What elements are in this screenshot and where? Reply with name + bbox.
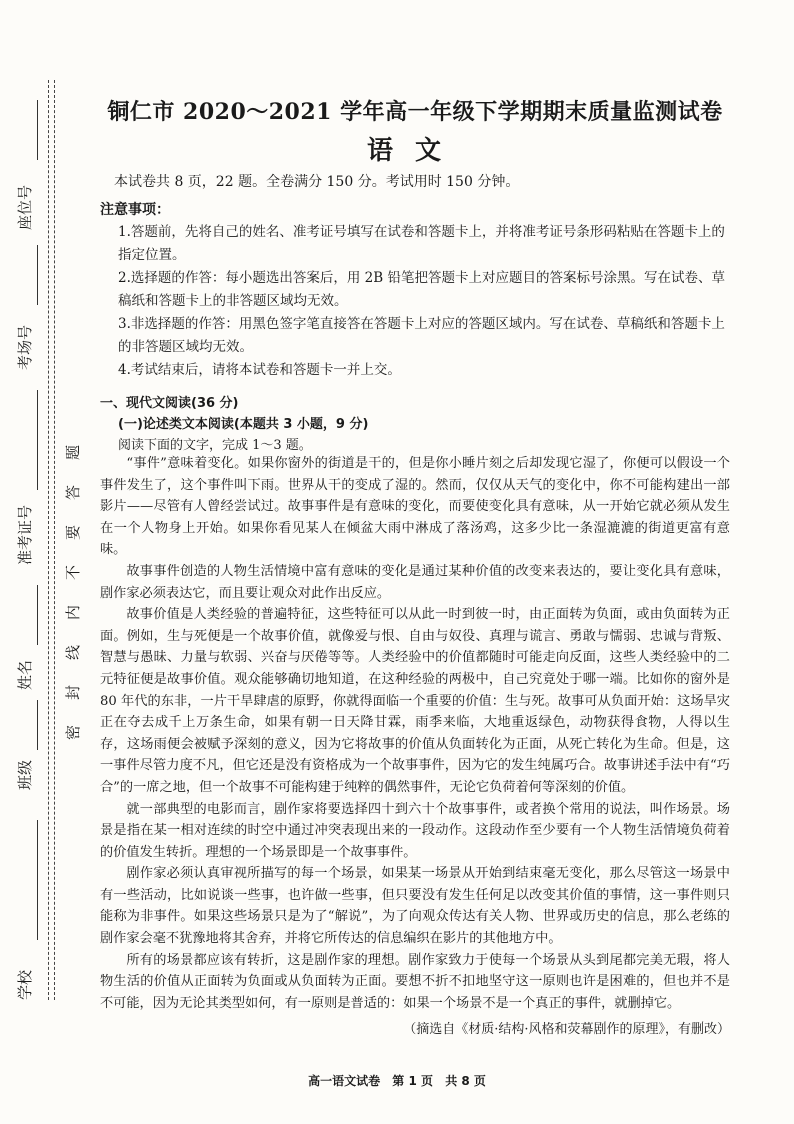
name-field[interactable]	[37, 585, 38, 645]
notes-heading: 注意事项：	[100, 202, 170, 218]
school-label: 学校	[16, 969, 34, 1000]
seal-char: 封	[64, 684, 82, 700]
note-item: 4.考试结束后，请将本试卷和答题卡一并上交。	[118, 362, 401, 378]
subsection-heading: (一)论述类文本阅读(本题共 3 小题，9 分)	[118, 417, 369, 432]
seal-char: 题	[64, 444, 82, 460]
seat-number-label: 座位号	[16, 184, 34, 230]
footer-page-number: 第 1 页	[392, 1074, 433, 1088]
note-item: 3.非选择题的作答：用黑色签字笔直接答在答题卡上对应的答题区域内。写在试卷、草稿纸和答题卡上的非答题区域均无效。	[118, 316, 725, 355]
class-field[interactable]	[37, 700, 38, 750]
seal-char: 不	[64, 564, 82, 580]
exam-title: 铜仁市 2020～2021 学年高一年级下学期期末质量监测试卷	[107, 99, 723, 125]
footer-total-pages: 共 8 页	[445, 1074, 486, 1088]
seal-char: 线	[64, 644, 82, 660]
exam-number-label: 准考证号	[16, 504, 34, 565]
exam-page-content	[100, 95, 730, 1037]
seal-char: 答	[64, 484, 82, 500]
passage-paragraph: 剧作家必须认真审视所描写的每一个场景，如果某一场景从开始到结束毫无变化，那么尽管这一场景中有一些活动，比如说谈一些事，也许做一些事，但只要没有发生任何足以改变其价值的事情，这一事件则只能称为非事件。如果这些场景只是为了“解说”，为了向观众传达有关人物、世界或历史的信息，那么老练的剧作家会毫不犹豫地将其舍弃，并将它所传达的信息编织在影片的其他地方中。	[100, 866, 730, 947]
seal-char: 密	[64, 724, 82, 740]
exam-room-field[interactable]	[37, 245, 38, 305]
note-item: 1.答题前，先将自己的姓名、准考证号填写在试卷和答题卡上，并将准考证号条形码粘贴在答题卡上的指定位置。	[118, 224, 725, 263]
binding-margin	[0, 0, 90, 1124]
passage-source: （摘选自《材质·结构·风格和荧幕剧作的原理》，有删改）	[403, 1022, 730, 1038]
seal-dashed-line	[48, 80, 49, 1000]
seat-number-field[interactable]	[37, 100, 38, 160]
exam-room-label: 考场号	[16, 324, 34, 370]
footer-exam-name: 高一语文试卷	[308, 1074, 381, 1088]
exam-intro: 本试卷共 8 页，22 题。全卷满分 150 分。考试用时 150 分钟。	[114, 174, 520, 190]
class-label: 班级	[16, 759, 34, 790]
passage-paragraph: 故事事件创造的人物生活情境中富有意味的变化是通过某种价值的改变来表达的，要让变化具有意味，剧作家必须表达它，而且要让观众对此作出反应。	[100, 563, 730, 601]
name-label: 姓名	[16, 659, 34, 690]
seal-char: 要	[64, 524, 82, 540]
passage-paragraph: “事件”意味着变化。如果你窗外的街道是干的，但是你小睡片刻之后却发现它湿了，你便可以假设一个事件发生了，这个事件叫下雨。世界从干的变成了湿的。然而，仅仅从天气的变化中，你不可能构建出一部影片——尽管有人曾经尝试过。故事事件是有意味的变化，而要使变化具有意味，从一开始它就必须从发生在一个人物身上开始。如果你看见某人在倾盆大雨中淋成了落汤鸡，这多少比一条湿漉漉的街道更富有意味。	[100, 456, 730, 558]
seal-char: 内	[64, 604, 82, 620]
passage-paragraph: 就一部典型的电影而言，剧作家将要选择四十到六十个故事事件，或者换个常用的说法，叫作场景。场景是指在某一相对连续的时空中通过冲突表现出来的一段动作。这段动作至少要有一个人物生活情境负荷着的价值发生转折。理想的一个场景即是一个故事事件。	[100, 801, 730, 860]
seal-dashed-line-inner	[54, 80, 55, 1000]
section-heading: 一、现代文阅读(36 分)	[100, 396, 239, 411]
exam-number-field[interactable]	[37, 390, 38, 490]
reading-instruction: 阅读下面的文字，完成 1～3 题。	[118, 438, 312, 453]
page-footer	[0, 1072, 794, 1089]
passage-paragraph: 故事价值是人类经验的普遍特征，这些特征可以从此一时到彼一时，由正面转为负面，或由负面转为正面。例如，生与死便是一个故事价值，就像爱与恨、自由与奴役、真理与谎言、勇敢与懦弱、忠诚与背叛、智慧与愚昧、力量与软弱、兴奋与厌倦等等。人类经验中的价值都随时可能走向反面，这些人类经验中的二元特征便是故事价值。观众能够确切地知道，在这种经验的两极中，自己究竟处于哪一端。比如你的窗外是 80 年代的东非，一片干旱肆虐的原野，你就得面临一个重要的价值：生与死。故事可从负面开始：这场旱灾正在夺去成千上万条生命，如果有朝一日天降甘霖，雨季来临，大地重返绿色，动物获得食物，人得以生存，这场雨便会被赋予深刻的意义，因为它将故事的价值从负面转化为正面，从死亡转化为生命。但是，这一事件尽管力度不凡，但它还是没有资格成为一个故事事件，因为它的发生纯属巧合。故事讲述手法中有“巧合”的一席之地，但一个故事不可能构建于纯粹的偶然事件，无论它负荷着何等深刻的价值。	[100, 607, 730, 795]
passage-paragraph: 所有的场景都应该有转折，这是剧作家的理想。剧作家致力于使每一个场景从头到尾都完美无瑕，将人物生活的价值从正面转为负面或从负面转为正面。要想不折不扣地坚守这一原则也许是困难的，但也并不是不可能，因为无论其类型如何，有一原则是普适的：如果一个场景不是一个真正的事件，就删掉它。	[100, 952, 730, 1011]
subject-title: 语文	[366, 136, 463, 166]
school-field[interactable]	[37, 820, 38, 940]
note-item: 2.选择题的作答：每小题选出答案后，用 2B 铅笔把答题卡上对应题目的答案标号涂黑。写在试卷、草稿纸和答题卡上的非答题区域均无效。	[118, 270, 725, 309]
